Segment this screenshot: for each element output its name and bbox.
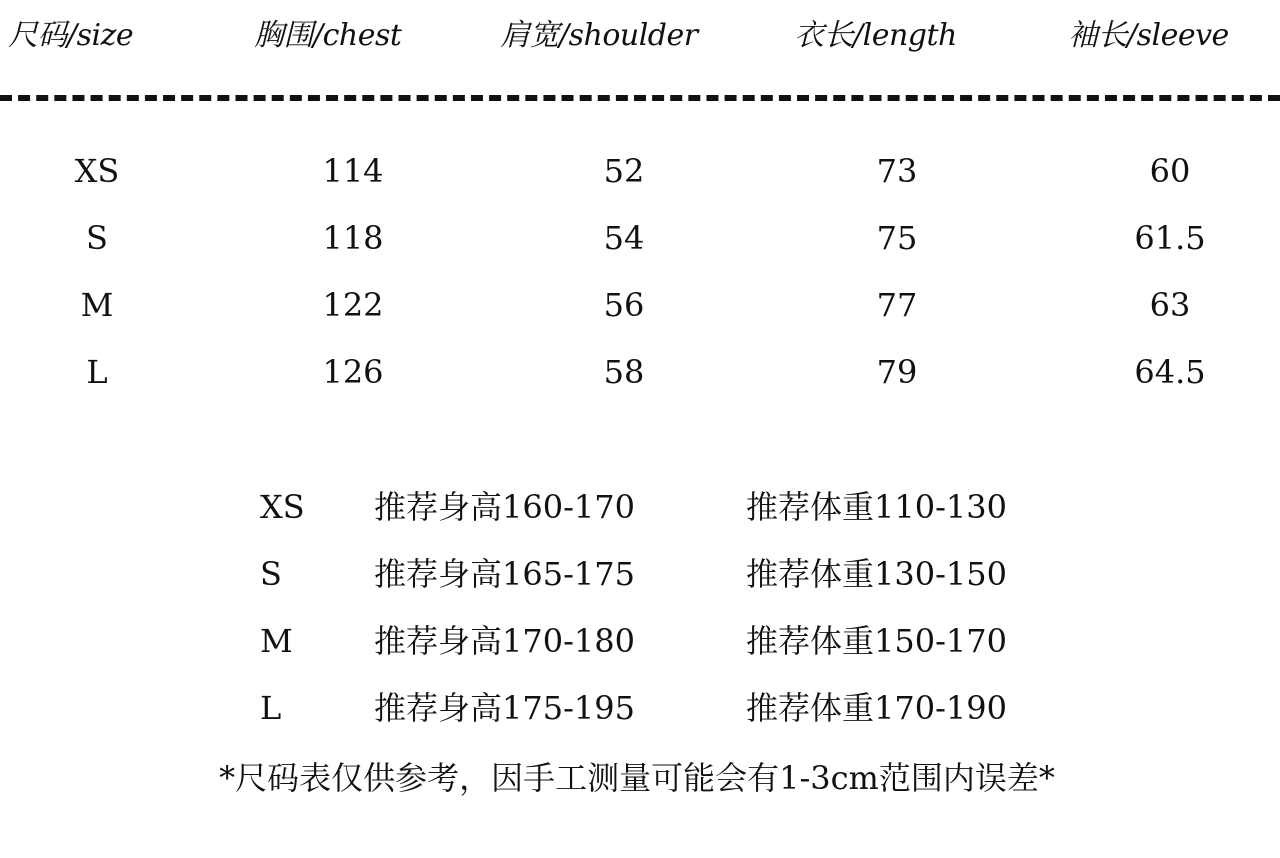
dashed-divider [0,95,1280,101]
shoulder-cell: 54 [603,219,645,257]
size-cell: S [86,219,108,257]
sleeve-cell: 61.5 [1134,219,1206,257]
recommended-weight: 推荐体重170-190 [746,689,1007,727]
shoulder-cell: 52 [603,152,645,190]
size-cell: M [80,286,114,324]
chest-cell: 126 [322,353,384,391]
recommendation-row [0,687,1280,729]
chest-cell: 118 [322,219,384,257]
size-chart-header [0,14,1280,58]
shoulder-cell: 58 [603,353,645,391]
length-cell: 73 [876,152,918,190]
recommended-height: 推荐身高170-180 [374,622,635,660]
size-cell: XS [74,152,120,190]
length-cell: 75 [876,219,918,257]
length-cell: 77 [876,286,918,324]
recommended-weight: 推荐体重110-130 [746,488,1007,526]
note-text: *尺码表仅供参考，因手工测量可能会有1-3cm范围内误差* [219,759,1055,797]
recommendation-row [0,620,1280,662]
recommended-weight: 推荐体重130-150 [746,555,1007,593]
sleeve-cell: 63 [1149,286,1191,324]
recommendation-row [0,553,1280,595]
header-shoulder: 肩宽/shoulder [500,18,698,53]
recommendation-size: L [260,689,282,727]
recommendation-size: XS [260,488,305,526]
recommendation-row [0,486,1280,528]
header-sleeve: 袖长/sleeve [1068,18,1229,53]
sleeve-cell: 60 [1149,152,1191,190]
table-row [0,150,1280,192]
length-cell: 79 [876,353,918,391]
table-row [0,217,1280,259]
table-row [0,284,1280,326]
recommendation-size: M [260,622,293,660]
size-cell: L [86,353,108,391]
recommended-height: 推荐身高165-175 [374,555,635,593]
recommendation-size: S [260,555,282,593]
chest-cell: 114 [322,152,384,190]
recommended-height: 推荐身高175-195 [374,689,635,727]
recommended-height: 推荐身高160-170 [374,488,635,526]
header-length: 衣长/length [794,18,957,53]
recommended-weight: 推荐体重150-170 [746,622,1007,660]
shoulder-cell: 56 [603,286,645,324]
size-chart-note [0,756,1280,800]
chest-cell: 122 [322,286,384,324]
sleeve-cell: 64.5 [1134,353,1206,391]
header-chest: 胸围/chest [254,18,402,53]
table-row [0,351,1280,393]
header-size: 尺码/size [8,18,134,53]
